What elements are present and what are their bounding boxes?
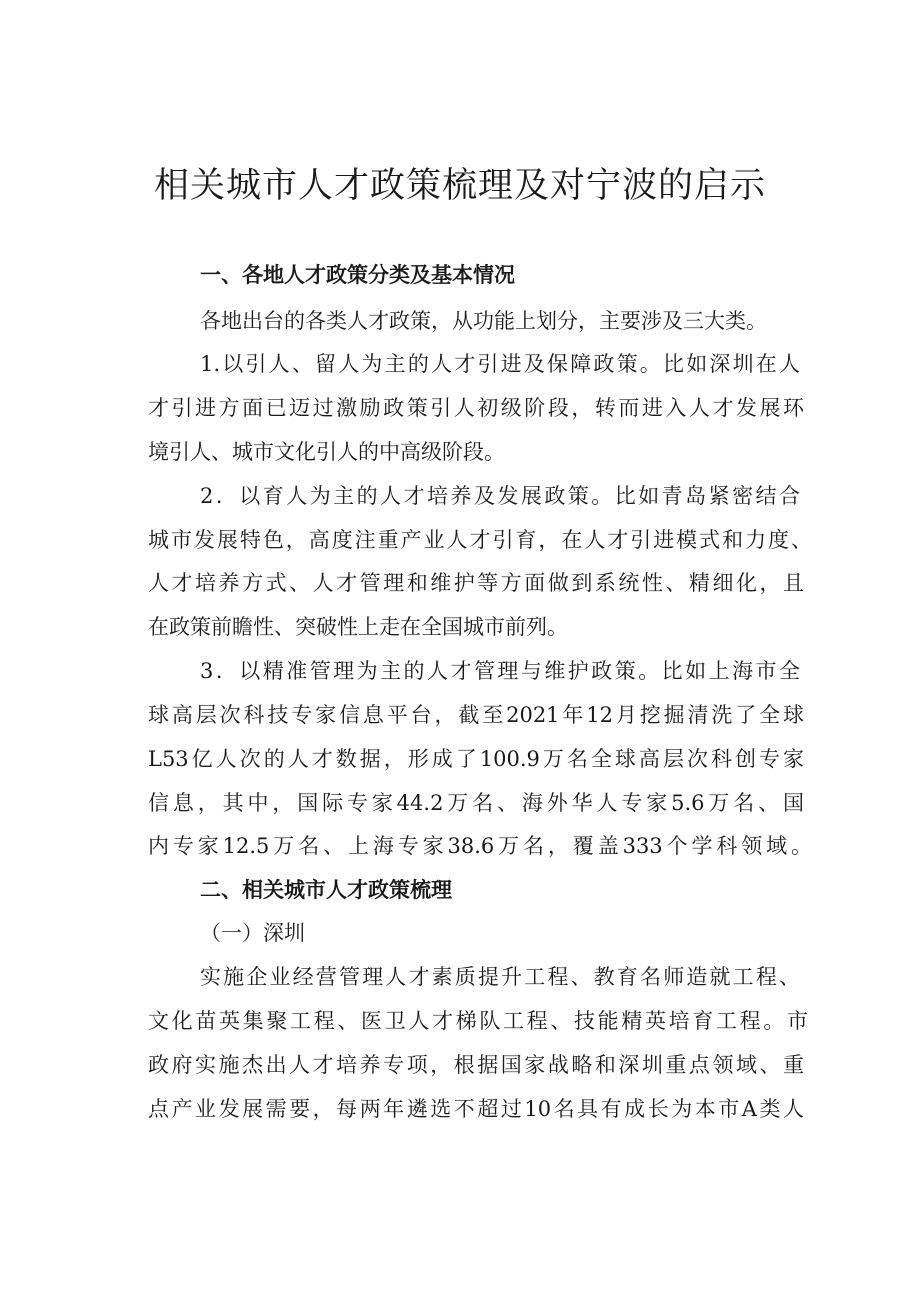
paragraph-line: 文化苗英集聚工程、医卫人才梯队工程、技能精英培育工程。市 [148, 1009, 808, 1033]
paragraph-line: 城市发展特色，高度注重产业人才引育，在人才引进模式和力度、 [148, 528, 812, 552]
section-heading-1: 一、各地人才政策分类及基本情况 [200, 263, 515, 287]
paragraph-line: 人才培养方式、人才管理和维护等方面做到系统性、精细化，且 [148, 571, 804, 595]
section-heading-2: 二、相关城市人才政策梳理 [200, 878, 452, 902]
paragraph-line: 实施企业经营管理人才素质提升工程、教育名师造就工程、 [200, 965, 800, 989]
paragraph-line: 才引进方面已迈过激励政策引人初级阶段，转而进入人才发展环 [148, 396, 804, 420]
paragraph-line: 2．以育人为主的人才培养及发展政策。比如青岛紧密结合 [200, 484, 800, 508]
paragraph-line: 信息，其中，国际专家44.2万名、海外华人专家5.6万名、国 [148, 791, 804, 815]
paragraph-line: 各地出台的各类人才政策，从功能上划分，主要涉及三大类。 [200, 309, 767, 333]
paragraph-line: 球高层次科技专家信息平台，截至2021年12月挖掘清洗了全球 [148, 703, 804, 727]
document-title: 相关城市人才政策梳理及对宁波的启示 [153, 166, 766, 206]
paragraph-line: 内专家12.5万名、上海专家38.6万名，覆盖333个学科领域。 [148, 834, 812, 858]
paragraph-line: 1.以引人、留人为主的人才引进及保障政策。比如深圳在人 [200, 352, 800, 376]
paragraph-line: 在政策前瞻性、突破性上走在全国城市前列。 [148, 615, 568, 639]
subsection-heading: （一）深圳 [200, 921, 305, 945]
paragraph-line: 点产业发展需要，每两年遴选不超过10名具有成长为本市A类人 [148, 1097, 804, 1121]
paragraph-line: 政府实施杰出人才培养专项，根据国家战略和深圳重点领域、重 [148, 1053, 804, 1077]
paragraph-line: L53亿人次的人才数据，形成了100.9万名全球高层次科创专家 [148, 747, 804, 771]
paragraph-line: 境引人、城市文化引人的中高级阶段。 [148, 440, 505, 464]
paragraph-line: 3．以精准管理为主的人才管理与维护政策。比如上海市全 [200, 659, 800, 683]
